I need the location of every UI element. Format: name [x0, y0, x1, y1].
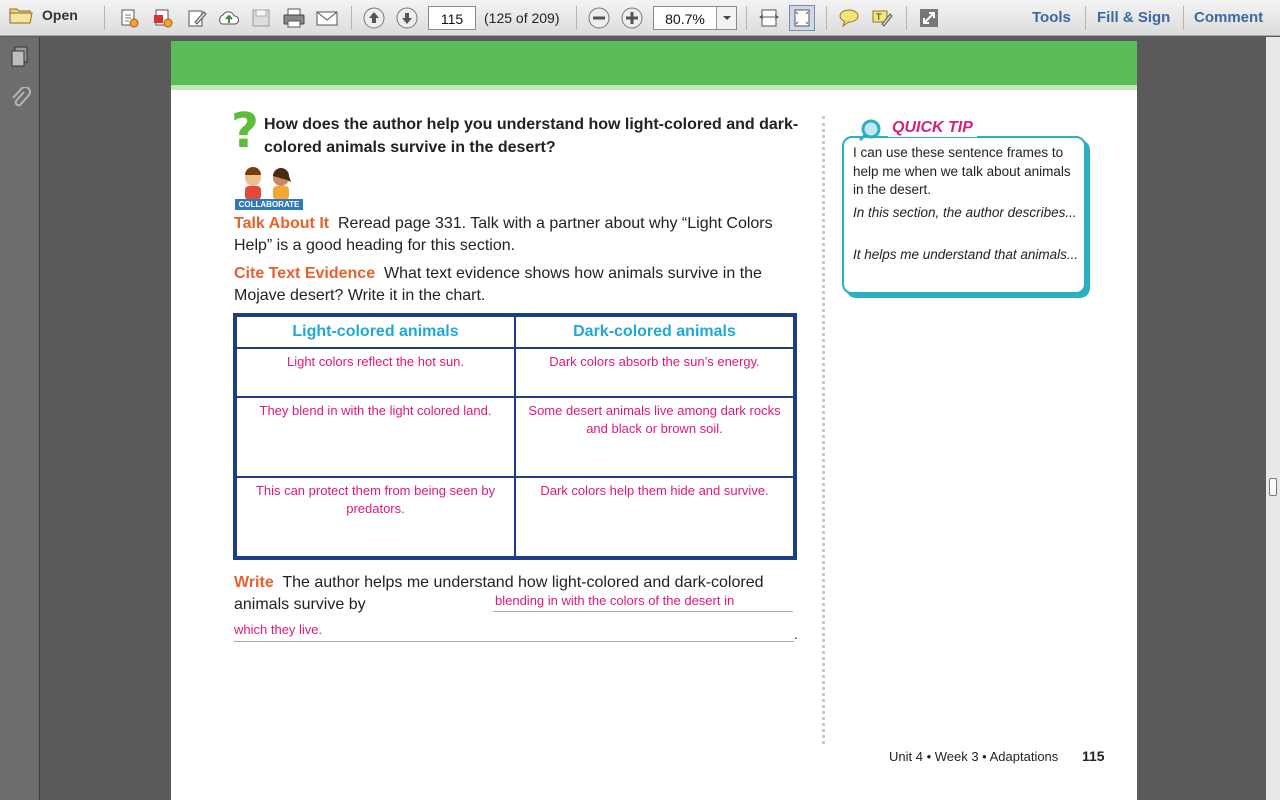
table-row: [236, 348, 794, 397]
open-label: Open: [42, 7, 78, 23]
cloud-upload-icon[interactable]: [216, 5, 242, 31]
collaborate-badge: COLLABORATE: [235, 199, 303, 210]
toolbar-divider: [351, 6, 352, 30]
evidence-chart: [233, 313, 797, 560]
question-text: How does the author help you understand how light-colored and dark-colored animals survive in the desert?: [264, 116, 799, 156]
fit-page-icon[interactable]: [789, 5, 815, 31]
header-band-line: [171, 85, 1137, 90]
talk-about-it-paragraph: [234, 213, 794, 257]
toolbar-divider: [746, 6, 747, 30]
chart-cell[interactable]: Some desert animals live among dark rocks and black or brown soil.: [515, 397, 794, 477]
collaborate-icon: [235, 166, 303, 210]
create-pdf-icon[interactable]: [116, 5, 142, 31]
chart-cell[interactable]: They blend in with the light colored land.: [236, 397, 515, 477]
svg-text:T: T: [876, 13, 882, 23]
vertical-scrollbar[interactable]: [1266, 37, 1280, 800]
cite-heading: Cite Text Evidence: [234, 265, 376, 282]
page-thumbnails-icon[interactable]: [9, 45, 31, 69]
chart-cell[interactable]: Dark colors absorb the sun’s energy.: [515, 348, 794, 397]
talk-text: Reread page 331. Talk with a partner about why “Light Colors Help” is a good heading for this section.: [234, 215, 773, 254]
highlight-text-icon[interactable]: [869, 5, 895, 31]
column-divider: [822, 116, 825, 744]
toolbar: [0, 0, 1280, 36]
write-answer-field-2[interactable]: which they live.: [234, 622, 794, 642]
write-text: The author helps me understand how light-colored and dark-colored animals survive by: [234, 574, 764, 613]
page-footer: Unit 4 • Week 3 • Adaptations: [889, 749, 1059, 764]
toolbar-divider: [906, 6, 907, 30]
toolbar-divider: [576, 6, 577, 30]
write-end-period: .: [794, 627, 798, 642]
folder-icon: [8, 4, 34, 26]
document-page: [171, 41, 1137, 800]
table-row: [236, 477, 794, 557]
toolbar-divider: [1085, 6, 1086, 30]
write-answer-field[interactable]: blending in with the colors of the desert in: [493, 593, 793, 612]
chevron-down-icon[interactable]: [716, 7, 736, 29]
zoom-out-icon[interactable]: [586, 5, 612, 31]
comment-button[interactable]: Comment: [1194, 9, 1264, 26]
print-icon[interactable]: [281, 5, 307, 31]
toolbar-divider: [826, 6, 827, 30]
cite-text: What text evidence shows how animals survive in the Mojave desert? Write it in the chart.: [234, 265, 762, 304]
edit-pdf-icon[interactable]: [184, 5, 210, 31]
zoom-in-icon[interactable]: [619, 5, 645, 31]
toolbar-divider: [1183, 6, 1184, 30]
table-row: [236, 397, 794, 477]
chart-cell[interactable]: Light colors reflect the hot sun.: [236, 348, 515, 397]
tools-button[interactable]: Tools: [1032, 9, 1071, 26]
scrollbar-thumb[interactable]: [1269, 478, 1277, 496]
chart-cell[interactable]: This can protect them from being seen by predators.: [236, 477, 515, 557]
magnifier-icon: [857, 117, 885, 141]
comment-bubble-icon[interactable]: [836, 5, 862, 31]
footer-page-number: 115: [1082, 748, 1105, 764]
save-icon[interactable]: [248, 5, 274, 31]
previous-page-icon[interactable]: [361, 5, 387, 31]
fill-sign-button[interactable]: Fill & Sign: [1097, 9, 1171, 26]
full-screen-icon[interactable]: [916, 5, 942, 31]
attachments-icon[interactable]: [9, 87, 31, 111]
chart-cell[interactable]: Dark colors help them hide and survive.: [515, 477, 794, 557]
navigation-panel: [0, 37, 40, 800]
page-count: (125 of 209): [484, 10, 560, 26]
chart-header-dark: Dark-colored animals: [515, 316, 794, 348]
next-page-icon[interactable]: [394, 5, 420, 31]
open-button[interactable]: [8, 4, 78, 26]
talk-heading: Talk About It: [234, 215, 330, 232]
chart-header-light: Light-colored animals: [236, 316, 515, 348]
quick-tip-title: QUICK TIP: [888, 119, 977, 137]
zoom-value: 80.7%: [665, 11, 705, 27]
write-heading: Write: [234, 574, 274, 591]
zoom-select[interactable]: [653, 6, 737, 30]
header-band: [171, 41, 1137, 85]
cite-evidence-paragraph: [234, 263, 794, 307]
quick-tip-intro: I can use these sentence frames to help me when we talk about animals in the desert.: [853, 145, 1071, 197]
page-number-input[interactable]: 115: [428, 6, 476, 30]
sentence-frame-2: It helps me understand that animals...: [853, 247, 1079, 262]
export-pdf-icon[interactable]: [150, 5, 176, 31]
toolbar-divider: [104, 6, 105, 30]
sentence-frame-1: In this section, the author describes...: [853, 205, 1077, 220]
question-mark-icon: ?: [231, 103, 259, 159]
fit-width-icon[interactable]: [756, 5, 782, 31]
email-icon[interactable]: [314, 5, 340, 31]
